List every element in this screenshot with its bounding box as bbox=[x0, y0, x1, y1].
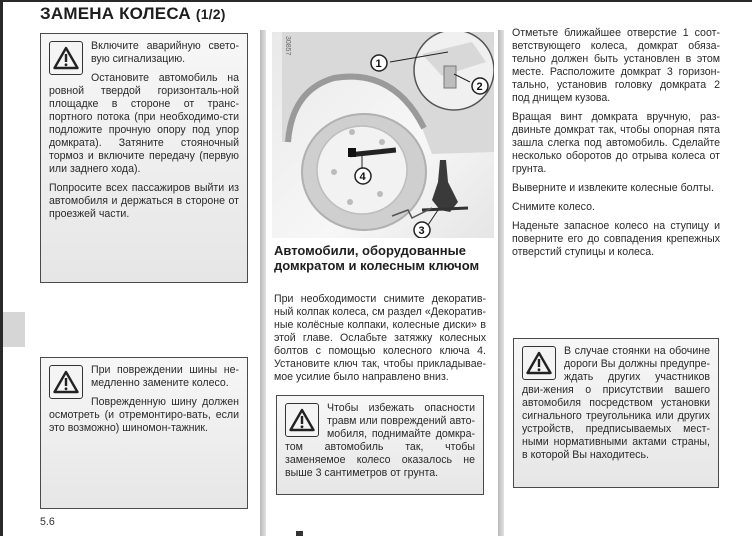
page-bottom-mark bbox=[296, 531, 303, 536]
warning-text: При повреждении шины не-медленно замените колесо. bbox=[91, 364, 239, 389]
wheel-jack-illustration bbox=[272, 32, 494, 238]
warning-box-tire-damage bbox=[40, 357, 248, 509]
svg-text:3: 3 bbox=[418, 225, 425, 237]
warning-box-roadside bbox=[513, 338, 719, 488]
warning-box-lift-height bbox=[276, 395, 484, 495]
page-title bbox=[40, 4, 226, 24]
callout-4 bbox=[355, 168, 371, 184]
step-paragraph: Отметьте ближайшее отверстие 1 соот-ветствующего колеса, домкрат обяза-тельно должен быть установлен в этом месте. Расположите домкрат 3 горизон-тально, установив головку домкрата 2 под днищем кузова. bbox=[512, 27, 720, 104]
page-left-edge bbox=[0, 0, 3, 536]
warning-triangle-icon bbox=[49, 365, 83, 399]
warning-text: Остановите автомобиль на ровной твердой горизонталь-ной площадке в стороне от транс-портного потока (при необходимо-сти подложите прочную опору под упор домкрата). Затяните стояночный тормоз и включите передачу (первую или заднего хода). bbox=[49, 72, 239, 175]
step-paragraph: Снимите колесо. bbox=[512, 201, 595, 213]
warning-text: Поврежденную шину должен осмотреть (и отремонтиро-вать, если это возможно) шиномон-тажник. bbox=[49, 396, 239, 434]
callout-1 bbox=[371, 55, 387, 71]
section-tab-marker bbox=[3, 312, 25, 347]
step-paragraph: Вращая винт домкрата вручную, раз-двиньте домкрат так, чтобы опорная пята зашла слегка под автомобиль. Сделайте несколько оборотов до отрыва колеса от грунта. bbox=[512, 111, 720, 175]
svg-text:4: 4 bbox=[359, 171, 366, 183]
svg-text:1: 1 bbox=[375, 58, 382, 70]
step-paragraph: Выверните и извлеките колесные болты. bbox=[512, 182, 714, 194]
figure-code: 30857 bbox=[284, 36, 291, 56]
warning-text: В случае стоянки на обочине дороги Вы должны предупре-ждать других участников дви-жения о присутствии вашего автомобиля посредством установки сигнального треугольника или других устройств, предписываемых мест-ными нормативными актами страны, в которой Вы находитесь. bbox=[522, 345, 710, 461]
svg-text:2: 2 bbox=[476, 81, 483, 93]
tire-change-steps bbox=[512, 27, 720, 265]
page-number: 5.6 bbox=[40, 516, 55, 528]
jack-wrench-instructions bbox=[274, 293, 486, 390]
column-separator-1 bbox=[260, 30, 266, 536]
warning-text: Чтобы избежать опасности травм или повреждений авто-мобиля, поднимайте домкра-том автомобиль так, чтобы заменяемое колесо оказалось не выше 3 сантиметров от грунта. bbox=[285, 402, 475, 479]
warning-triangle-icon bbox=[522, 346, 556, 380]
warning-triangle-icon bbox=[285, 403, 319, 437]
warning-text: Попросите всех пассажиров выйти из автомобиля и держаться в стороне от проезжей части. bbox=[49, 182, 239, 220]
warning-triangle-icon bbox=[49, 41, 83, 75]
section-subheading: Автомобили, оборудованные домкратом и колесным ключом bbox=[274, 243, 480, 273]
top-rule bbox=[0, 0, 752, 2]
warning-text: Включите аварийную свето-вую сигнализацию. bbox=[91, 40, 239, 65]
warning-box-hazard bbox=[40, 33, 248, 283]
callout-3 bbox=[414, 222, 430, 238]
callout-2 bbox=[472, 78, 488, 94]
column-separator-2 bbox=[498, 30, 504, 536]
page-title-part: (1/2) bbox=[195, 6, 226, 22]
page-title-text: ЗАМЕНА КОЛЕСА bbox=[40, 4, 191, 23]
instruction-paragraph: При необходимости снимите декоратив-ный колпак колеса, см раздел «Декоратив-ные колёсные колпаки, колесные диски» в этой главе. Ослабьте затяжку колесных болтов с помощью колесного ключа 4. Установите ключ так, чтобы прикладывае-мое усилие было направлено вниз. bbox=[274, 293, 486, 383]
step-paragraph: Наденьте запасное колесо на ступицу и поверните его до совпадения крепежных отверстий ступицы и колеса. bbox=[512, 220, 720, 258]
